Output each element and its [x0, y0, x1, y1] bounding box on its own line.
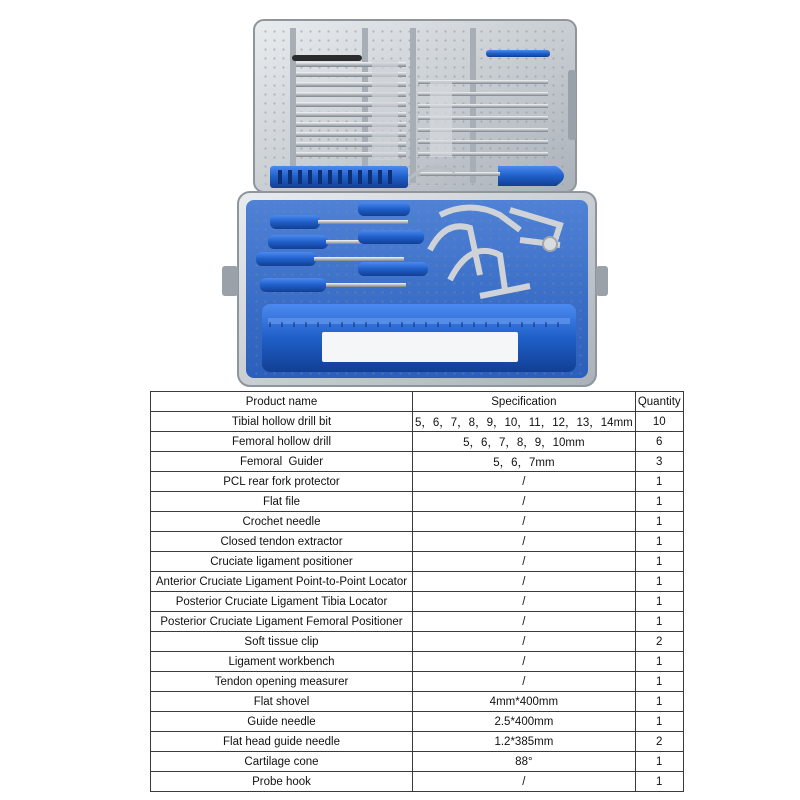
product-name-cell: Posterior Cruciate Ligament Tibia Locator — [151, 592, 413, 612]
product-name-cell: Closed tendon extractor — [151, 532, 413, 552]
header-quantity: Quantity — [635, 392, 683, 412]
product-name-cell: Posterior Cruciate Ligament Femoral Positioner — [151, 612, 413, 632]
table-row — [151, 692, 684, 712]
quantity-cell: 1 — [635, 772, 683, 792]
specification-cell: / — [413, 612, 636, 632]
table-row — [151, 432, 684, 452]
quantity-cell: 1 — [635, 592, 683, 612]
quantity-cell: 1 — [635, 652, 683, 672]
product-name-cell: Femoral hollow drill — [151, 432, 413, 452]
quantity-cell: 1 — [635, 612, 683, 632]
quantity-cell: 2 — [635, 732, 683, 752]
product-name-cell: Crochet needle — [151, 512, 413, 532]
specification-cell: 88° — [413, 752, 636, 772]
table-row — [151, 712, 684, 732]
table-row — [151, 572, 684, 592]
quantity-cell: 1 — [635, 552, 683, 572]
specification-cell: / — [413, 572, 636, 592]
table-row — [151, 652, 684, 672]
quantity-cell: 1 — [635, 472, 683, 492]
product-name-cell: Flat file — [151, 492, 413, 512]
specification-cell: / — [413, 592, 636, 612]
header-product-name: Product name — [151, 392, 413, 412]
specification-cell: / — [413, 552, 636, 572]
table-row — [151, 412, 684, 432]
quantity-cell: 1 — [635, 492, 683, 512]
table-row — [151, 532, 684, 552]
specification-cell: / — [413, 632, 636, 652]
product-name-cell: Guide needle — [151, 712, 413, 732]
product-table — [150, 391, 684, 792]
quantity-cell: 1 — [635, 512, 683, 532]
specification-cell: / — [413, 532, 636, 552]
lower-tray — [222, 192, 608, 386]
quantity-cell: 2 — [635, 632, 683, 652]
quantity-cell: 10 — [635, 412, 683, 432]
product-name-cell: Soft tissue clip — [151, 632, 413, 652]
header-specification: Specification — [413, 392, 636, 412]
specification-cell: / — [413, 472, 636, 492]
table-row — [151, 752, 684, 772]
quantity-cell: 3 — [635, 452, 683, 472]
quantity-cell: 1 — [635, 752, 683, 772]
table-row — [151, 472, 684, 492]
product-name-cell: PCL rear fork protector — [151, 472, 413, 492]
product-name-cell: Probe hook — [151, 772, 413, 792]
product-name-cell: Tibial hollow drill bit — [151, 412, 413, 432]
product-name-cell: Anterior Cruciate Ligament Point-to-Point Locator — [151, 572, 413, 592]
specification-cell: / — [413, 492, 636, 512]
specification-cell: 1.2*385mm — [413, 732, 636, 752]
specification-cell: / — [413, 672, 636, 692]
table-row — [151, 452, 684, 472]
table-row — [151, 492, 684, 512]
table-header-row — [151, 392, 684, 412]
specification-cell: 5，6，7，8，9，10，11，12，13，14mm — [413, 412, 636, 432]
specification-cell: 5，6，7mm — [413, 452, 636, 472]
specification-cell: 4mm*400mm — [413, 692, 636, 712]
specification-cell: 2.5*400mm — [413, 712, 636, 732]
table-row — [151, 592, 684, 612]
quantity-cell: 1 — [635, 572, 683, 592]
quantity-cell: 1 — [635, 672, 683, 692]
instrument-box-photo — [0, 0, 800, 392]
table-row — [151, 732, 684, 752]
quantity-cell: 1 — [635, 532, 683, 552]
product-name-cell: Cruciate ligament positioner — [151, 552, 413, 572]
product-name-cell: Cartilage cone — [151, 752, 413, 772]
quantity-cell: 6 — [635, 432, 683, 452]
product-name-cell: Flat head guide needle — [151, 732, 413, 752]
table-row — [151, 552, 684, 572]
specification-cell: / — [413, 512, 636, 532]
quantity-cell: 1 — [635, 712, 683, 732]
product-table-wrapper — [150, 391, 684, 792]
table-row — [151, 772, 684, 792]
product-name-cell: Tendon opening measurer — [151, 672, 413, 692]
product-name-cell: Femoral Guider — [151, 452, 413, 472]
ligament-workbench — [262, 304, 576, 372]
quantity-cell: 1 — [635, 692, 683, 712]
table-row — [151, 632, 684, 652]
specification-cell: / — [413, 652, 636, 672]
table-row — [151, 672, 684, 692]
specification-cell: 5，6，7，8，9，10mm — [413, 432, 636, 452]
product-name-cell: Flat shovel — [151, 692, 413, 712]
table-row — [151, 512, 684, 532]
table-row — [151, 612, 684, 632]
upper-rack — [254, 20, 576, 192]
specification-cell: / — [413, 772, 636, 792]
product-name-cell: Ligament workbench — [151, 652, 413, 672]
